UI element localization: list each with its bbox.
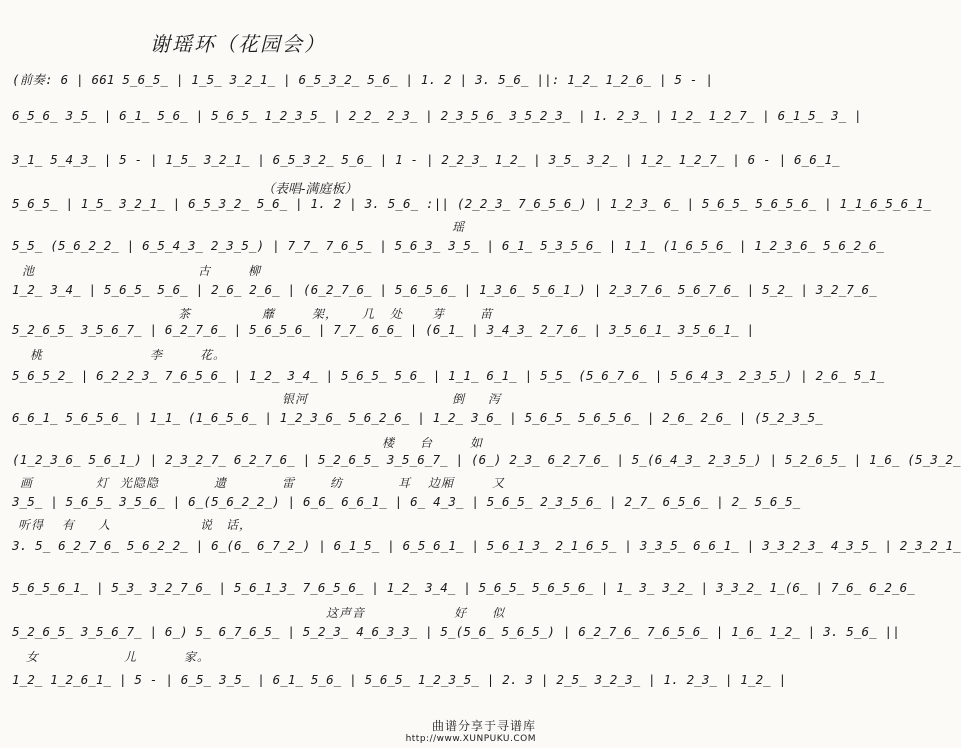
notation-line-2: 6̲5̲6̲ 3̲5̲ | 6̲1̲ 5̲6̲ | 5̲6̲5̲ 1̲2̲3̲5̲ | 2̲2̲ 2̲3̲ | 2̲3̲5̲6̲ 3̲5̲2̲3̲ | 1. 2̲3̲ | 1̲2̲ 1̲2̲7̲ | 6̲1̲5̲ 3̲ | xyxy=(12,108,862,123)
lyric-liu: 柳 xyxy=(248,264,262,278)
lyric-si: 似 xyxy=(492,606,506,620)
notation-line-5: 5̲5̲ (5̲6̲2̲2̲ | 6̲5̲4̲3̲ 2̲3̲5̲) | 7̲7̲ 7̲6̲5̲ | 5̲6̲3̲ 3̲5̲ | 6̲1̲ 5̲3̲5̲6̲ | 1̲1̲ (1̲6̲5̲6̲ | 1̲2̲3̲6̲ 5̲6̲2̲6̲ xyxy=(12,238,885,253)
lyric-yao: 瑶 xyxy=(452,220,466,234)
notation-line-6: 1̲2̲ 3̲4̲ | 5̲6̲5̲ 5̲6̲ | 2̲6̲ 2̲6̲ | (6̲2̲7̲6̲ | 5̲6̲5̲6̲ | 1̲3̲6̲ 5̲6̲1̲) | 2̲3̲7̲6̲ 5̲6̲7̲6̲ | 5̲2̲ | 3̲2̲7̲6̲ xyxy=(12,282,877,297)
lyric-li: 李 xyxy=(150,348,164,362)
notation-line-10: (1̲2̲3̲6̲ 5̲6̲1̲) | 2̲3̲2̲7̲ 6̲2̲7̲6̲ | 5̲2̲6̲5̲ 3̲5̲6̲7̲ | (6̲) 2̲3̲ 6̲2̲7̲6̲ | 5̲(6̲4̲3̲ 2̲3̲5̲) | 5̲2̲6̲5̲ | 1̲6̲ (5̲3̲2̲ xyxy=(12,452,961,467)
lyric-tao: 桃 xyxy=(30,348,44,362)
lyric-miao: 苗 xyxy=(480,307,494,321)
lyric-yi: 遗 xyxy=(214,476,228,490)
lyric-tingde: 听得 xyxy=(18,518,45,532)
lyric-fang: 纺 xyxy=(330,476,344,490)
lyric-hua2: 话， xyxy=(226,518,253,532)
notation-line-13: 5̲6̲5̲6̲1̲ | 5̲3̲ 3̲2̲7̲6̲ | 5̲6̲1̲3̲ 7̲6̲5̲6̲ | 1̲2̲ 3̲4̲ | 5̲6̲5̲ 5̲6̲5̲6̲ | 1̲ 3̲ 3̲2̲ | 3̲3̲2̲ 1̲(6̲ | 7̲6̲ 6̲2̲6̲ xyxy=(12,580,915,595)
lyric-lou: 楼 xyxy=(382,436,396,450)
lyric-xie: 泻 xyxy=(488,392,502,406)
notation-line-14: 5̲2̲6̲5̲ 3̲5̲6̲7̲ | 6̲) 5̲ 6̲7̲6̲5̲ | 5̲2̲3̲ 4̲6̲3̲3̲ | 5̲(5̲6̲ 5̲6̲5̲) | 6̲2̲7̲6̲ 7̲6̲5̲6̲ | 1̲6̲ 1̲2̲ | 3. 5̲6̲ || xyxy=(12,624,900,639)
lyric-jia: 架， xyxy=(312,307,339,321)
lyric-er2: 儿 xyxy=(124,650,138,664)
lyric-lei: 雷 xyxy=(282,476,296,490)
lyric-tai: 台 xyxy=(420,436,434,450)
notation-line-15: 1̲2̲ 1̲2̲6̲1̲ | 5 - | 6̲5̲ 3̲5̲ | 6̲1̲ 5̲6̲ | 5̲6̲5̲ 1̲2̲3̲5̲ | 2. 3 | 2̲5̲ 3̲2̲3̲ | 1. 2̲3̲ | 1̲2̲ | xyxy=(12,672,787,687)
notation-line-4: 5̲6̲5̲ | 1̲5̲ 3̲2̲1̲ | 6̲5̲3̲2̲ 5̲6̲ | 1. 2 | 3. 5̲6̲ :|| (2̲2̲3̲ 7̲6̲5̲6̲) | 1̲2̲3̲ 6̲ | 5̲6̲5̲ 5̲6̲5̲6̲ | 1̲1̲6̲5̲6̲1̲ xyxy=(12,196,932,211)
lyric-ru: 如 xyxy=(470,436,484,450)
lyric-ji: 几 xyxy=(362,307,376,321)
lyric-mi: 蘼 xyxy=(262,307,276,321)
lyric-chi: 池 xyxy=(22,264,36,278)
lyric-nv: 女 xyxy=(26,650,40,664)
notation-line-12: 3. 5̲ 6̲2̲7̲6̲ 5̲6̲2̲2̲ | 6̲(6̲ 6̲7̲2̲) | 6̲1̲5̲ | 6̲5̲6̲1̲ | 5̲6̲1̲3̲ 2̲1̲6̲5̲ | 3̲3̲5̲ 6̲6̲1̲ | 3̲3̲2̲3̲ 4̲3̲5̲ | 2̲3̲2̲1̲ xyxy=(12,538,961,553)
lyric-guangyinyin: 光隐隐 xyxy=(120,476,160,490)
notation-line-9: 6̲6̲1̲ 5̲6̲5̲6̲ | 1̲1̲ (1̲6̲5̲6̲ | 1̲2̲3̲6̲ 5̲6̲2̲6̲ | 1̲2̲ 3̲6̲ | 5̲6̲5̲ 5̲6̲5̲6̲ | 2̲6̲ 2̲6̲ | (5̲2̲3̲5̲ xyxy=(12,410,823,425)
notation-line-3: 3̲1̲ 5̲4̲3̲ | 5 - | 1̲5̲ 3̲2̲1̲ | 6̲5̲3̲2̲ 5̲6̲ | 1 - | 2̲2̲3̲ 1̲2̲ | 3̲5̲ 3̲2̲ | 1̲2̲ 1̲2̲7̲ | 6 - | 6̲6̲1̲ xyxy=(12,152,840,167)
lyric-bianxiang: 边厢 xyxy=(428,476,455,490)
lyric-gu: 古 xyxy=(198,264,212,278)
lyric-er: 耳 xyxy=(398,476,412,490)
notation-line-11: 3̲5̲ | 5̲6̲5̲ 3̲5̲6̲ | 6̲(5̲6̲2̲2̲) | 6̲6̲ 6̲6̲1̲ | 6̲ 4̲3̲ | 5̲6̲5̲ 2̲3̲5̲6̲ | 2̲7̲ 6̲5̲6̲ | 2̲ 5̲6̲5̲ xyxy=(12,494,801,509)
lyric-shuo: 说 xyxy=(200,518,214,532)
notation-line-1: (前奏: 6 | 661 5̲6̲5̲ | 1̲5̲ 3̲2̲1̲ | 6̲5̲3̲2̲ 5̲6̲ | 1. 2 | 3. 5̲6̲ ||: 1̲2̲ 1̲2̲6̲ | 5 - | xyxy=(12,72,714,87)
lyric-ren: 人 xyxy=(98,518,112,532)
watermark-text: 曲谱分享于寻谱库 xyxy=(431,719,536,733)
notation-line-8: 5̲6̲5̲2̲ | 6̲2̲2̲3̲ 7̲6̲5̲6̲ | 1̲2̲ 3̲4̲ | 5̲6̲5̲ 5̲6̲ | 1̲1̲ 6̲1̲ | 5̲5̲ (5̲6̲7̲6̲ | 5̲6̲4̲3̲ 2̲3̲5̲) | 2̲6̲ 5̲1̲ xyxy=(12,368,885,383)
lyric-dao: 倒 xyxy=(452,392,466,406)
lyric-huadeng: 画 xyxy=(20,476,34,490)
lyric-tu: 茶 xyxy=(178,307,192,321)
lyric-you: 又 xyxy=(492,476,506,490)
watermark-url[interactable]: http://www.XUNPUKU.COM xyxy=(405,734,536,744)
lyric-jia2: 家。 xyxy=(184,650,211,664)
lyric-hua: 花。 xyxy=(200,348,227,362)
lyric-you2: 有 xyxy=(62,518,76,532)
lyric-yinhe: 银河 xyxy=(282,392,309,406)
notation-line-7: 5̲2̲6̲5̲ 3̲5̲6̲7̲ | 6̲2̲7̲6̲ | 5̲6̲5̲6̲ | 7̲7̲ 6̲6̲ | (6̲1̲ | 3̲4̲3̲ 2̲7̲6̲ | 3̲5̲6̲1̲ 3̲5̲6̲1̲ | xyxy=(12,322,755,337)
lyric-chu: 处 xyxy=(390,307,404,321)
watermark xyxy=(406,717,536,744)
lyric-hao: 好 xyxy=(454,606,468,620)
section-note: （表唱-满庭板） xyxy=(262,182,358,197)
lyric-deng: 灯 xyxy=(96,476,110,490)
page-title: 谢瑶环（花园会） xyxy=(150,32,326,56)
lyric-ya: 芽 xyxy=(432,307,446,321)
lyric-zhe-shengyin: 这声音 xyxy=(326,606,366,620)
